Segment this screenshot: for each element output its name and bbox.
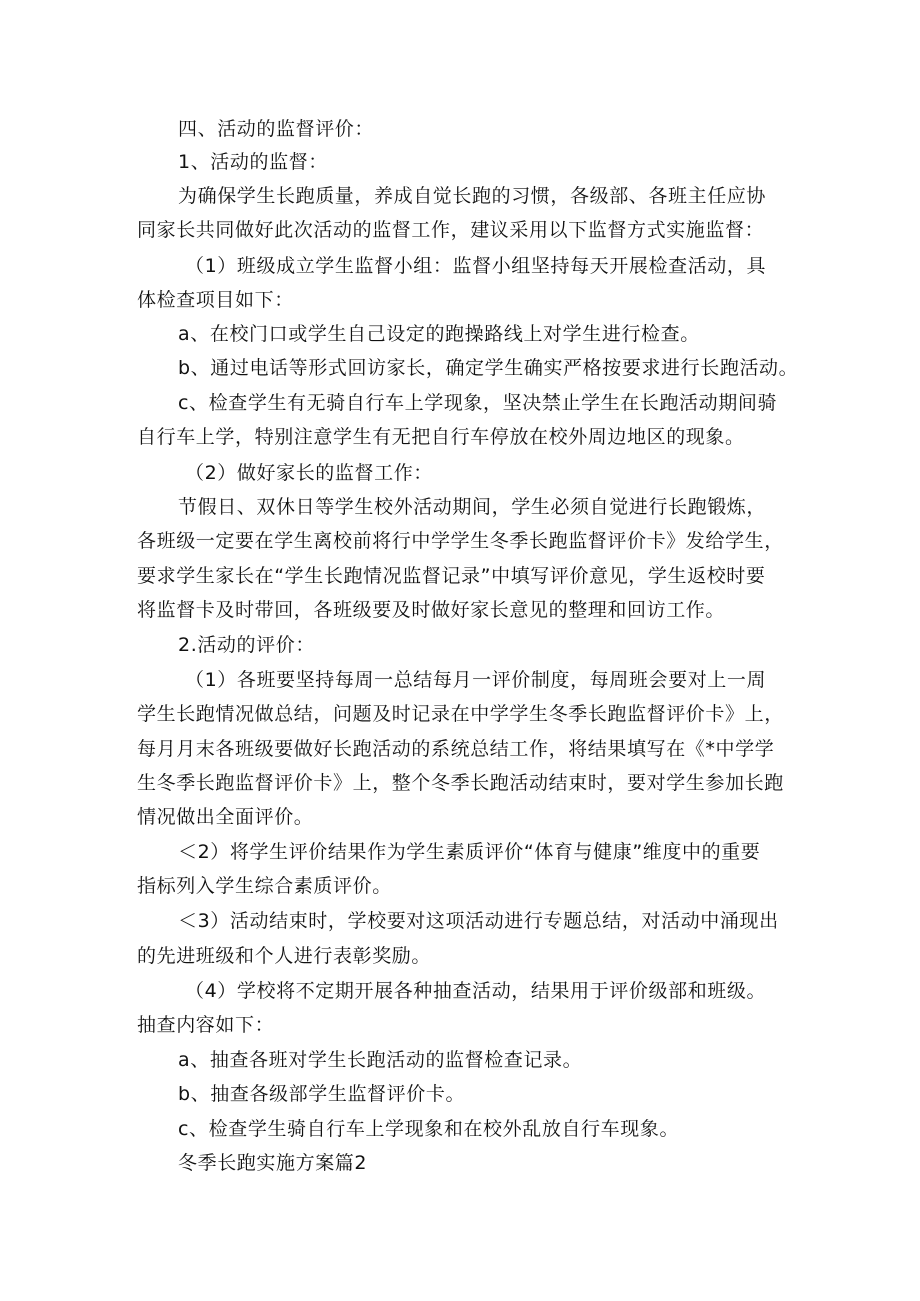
paragraph-line: 同家长共同做好此次活动的监督工作，建议采用以下监督方式实施监督： — [137, 219, 765, 241]
paragraph-line: 的先进班级和个人进行表彰奖励。 — [137, 945, 432, 967]
paragraph-line: 学生长跑情况做总结，问题及时记录在中学学生冬季长跑监督评价卡》上， — [137, 703, 784, 725]
subheading-evaluation: 2.活动的评价： — [178, 634, 315, 656]
subheading-parent-supervision: （2）做好家长的监督工作： — [185, 462, 433, 484]
subheading-supervision: 1、活动的监督： — [178, 151, 328, 173]
paragraph-line: 生冬季长跑监督评价卡》上，整个冬季长跑活动结束时，要对学生参加长跑 — [137, 772, 784, 794]
section-heading-plan-2: 冬季长跑实施方案篇2 — [178, 1152, 368, 1174]
list-item: c、检查学生有无骑自行车上学现象，坚决禁止学生在长跑活动期间骑 — [178, 392, 778, 414]
paragraph-line: （4）学校将不定期开展各种抽查活动，结果用于评价级部和班级。 — [185, 980, 767, 1002]
paragraph-line: ＜2）将学生评价结果作为学生素质评价“体育与健康”维度中的重要 — [178, 841, 761, 863]
paragraph-line: 体检查项目如下： — [137, 289, 294, 311]
paragraph-line: 节假日、双休日等学生校外活动期间，学生必须自觉进行长跑锻炼， — [178, 496, 767, 518]
paragraph-line: 将监督卡及时带回，各班级要及时做好家长意见的整理和回访工作。 — [137, 599, 726, 621]
paragraph-line: （1）班级成立学生监督小组：监督小组坚持每天开展检查活动，具 — [185, 255, 767, 277]
paragraph-line: （1）各班要坚持每周一总结每月一评价制度，每周班会要对上一周 — [185, 669, 767, 691]
list-item: a、抽查各班对学生长跑活动的监督检查记录。 — [178, 1049, 583, 1071]
paragraph-line: 自行车上学，特别注意学生有无把自行车停放在校外周边地区的现象。 — [137, 426, 745, 448]
section-heading-supervision-evaluation: 四、活动的监督评价： — [178, 118, 375, 140]
paragraph-line: 要求学生家长在“学生长跑情况监督记录”中填写评价意见，学生返校时要 — [137, 565, 766, 587]
list-item: c、检查学生骑自行车上学现象和在校外乱放自行车现象。 — [178, 1118, 680, 1140]
paragraph-line: 各班级一定要在学生离校前将行中学学生冬季长跑监督评价卡》发给学生， — [137, 530, 784, 552]
paragraph-line: 抽查内容如下： — [137, 1014, 275, 1036]
paragraph-line: 情况做出全面评价。 — [137, 806, 314, 828]
list-item: b、通过电话等形式回访家长，确定学生确实严格按要求进行长跑活动。 — [178, 357, 799, 379]
paragraph-line: ＜3）活动结束时，学校要对这项活动进行专题总结，对活动中涌现出 — [178, 910, 779, 932]
paragraph-line: 每月月末各班级要做好长跑活动的系统总结工作，将结果填写在《*中学学 — [137, 738, 775, 760]
paragraph-line: 为确保学生长跑质量，养成自觉长跑的习惯，各级部、各班主任应协 — [178, 185, 767, 207]
list-item: a、在校门口或学生自己设定的跑操路线上对学生进行检查。 — [178, 323, 700, 345]
paragraph-line: 指标列入学生综合素质评价。 — [137, 875, 392, 897]
list-item: b、抽查各级部学生监督评价卡。 — [178, 1083, 466, 1105]
